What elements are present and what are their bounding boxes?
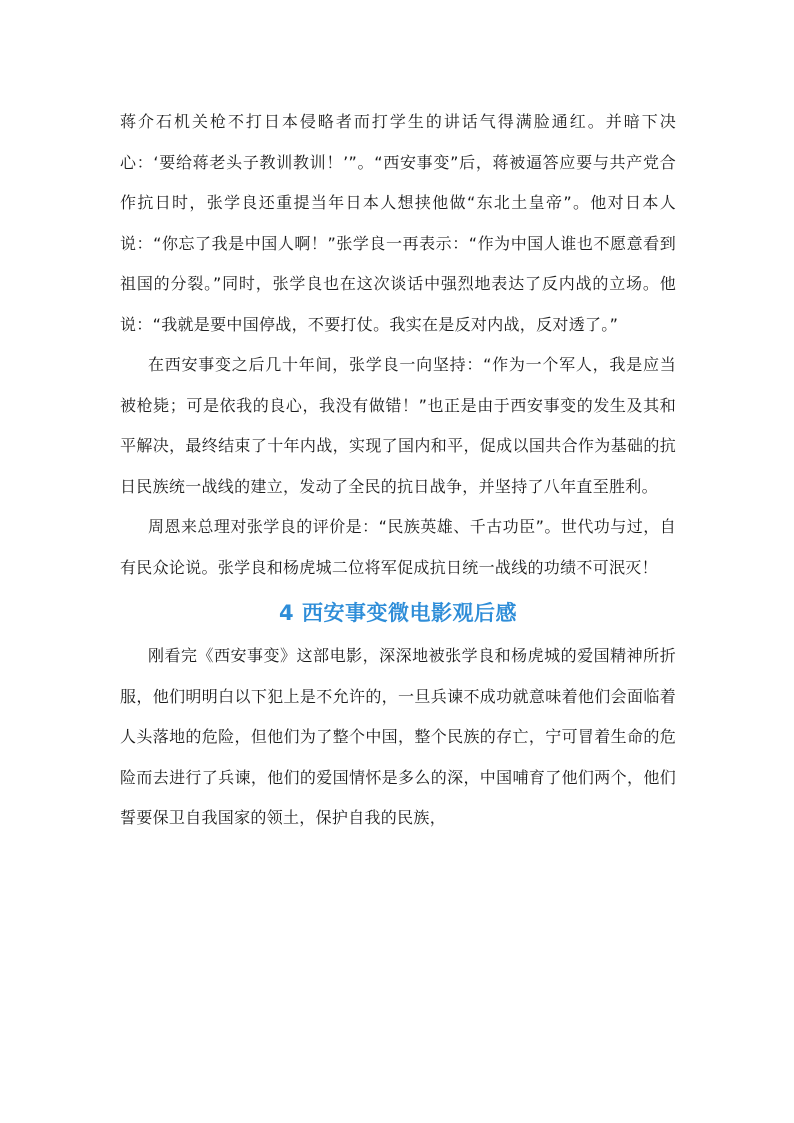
paragraph-zhou-evaluation: 周恩来总理对张学良的评价是：“民族英雄、千古功臣”。世代功与过，自有民众论说。张学良和杨虎城二位将军促成抗日统一战线的功绩不可泯灭！ [120,517,676,577]
paragraph-zhang-insistence: 在西安事变之后几十年间，张学良一向坚持：“作为一个军人，我是应当被枪毙；可是依我的良心，我没有做错！”也正是由于西安事变的发生及其和平解决，最终结束了十年内战，实现了国内和平，促成以国共合作为基础的抗日民族统一战线的建立，发动了全民的抗日战争，并坚持了八年直至胜利。 [120,355,676,496]
paragraph-chiang-reaction: 蒋介石机关枪不打日本侵略者而打学生的讲话气得满脸通红。并暗下决心：‘要给蒋老头子教训教训！’”。“西安事变”后，蒋被逼答应要与共产党合作抗日时，张学良还重提当年日本人想挟他做“东北土皇帝”。他对日本人说：“你忘了我是中国人啊！”张学良一再表示：“作为中国人谁也不愿意看到祖国的分裂。”同时，张学良也在这次谈话中强烈地表达了反内战的立场。他说：“我就是要中国停战，不要打仗。我实在是反对内战，反对透了。” [120,112,676,334]
section-heading: 4 西安事变微电影观后感 [279,601,517,625]
paragraph-movie-review: 刚看完《西安事变》这部电影，深深地被张学良和杨虎城的爱国精神所折服，他们明明白以下犯上是不允许的，一旦兵谏不成功就意味着他们会面临着人头落地的危险，但他们为了整个中国，整个民族的存亡，宁可冒着生命的危险而去进行了兵谏，他们的爱国情怀是多么的深，中国哺育了他们两个，他们誓要保卫自我国家的领土，保护自我的民族， [120,646,676,827]
document-body [120,102,676,839]
